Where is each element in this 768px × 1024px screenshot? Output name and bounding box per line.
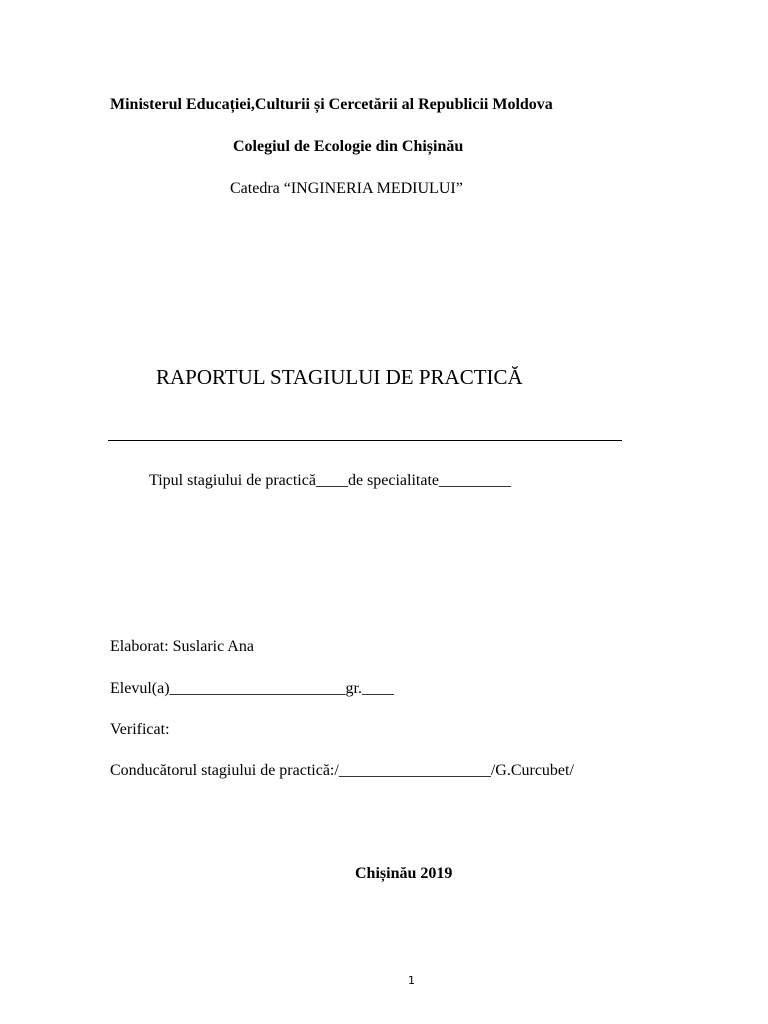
title-underline-divider — [108, 440, 622, 441]
verified-label: Verificat: — [110, 721, 170, 738]
page-number: 1 — [408, 974, 415, 987]
student-group-line: Elevul(a)______________________gr.____ — [110, 680, 394, 697]
city-year: Chișinău 2019 — [355, 865, 453, 882]
ministry-heading: Ministerul Educației,Culturii și Cercetării al Republicii Moldova — [110, 96, 553, 113]
department-heading: Catedra “INGINERIA MEDIULUI” — [230, 180, 463, 197]
college-heading: Colegiul de Ecologie din Chișinău — [233, 138, 464, 155]
practice-type-line: Tipul stagiului de practică____de specialitate_________ — [149, 472, 511, 489]
supervisor-line: Conducătorul stagiului de practică:/___________________/G.Curcubet/ — [110, 762, 574, 779]
elaborated-by-line: Elaborat: Suslaric Ana — [110, 638, 254, 655]
document-title: RAPORTUL STAGIULUI DE PRACTICĂ — [156, 365, 523, 389]
